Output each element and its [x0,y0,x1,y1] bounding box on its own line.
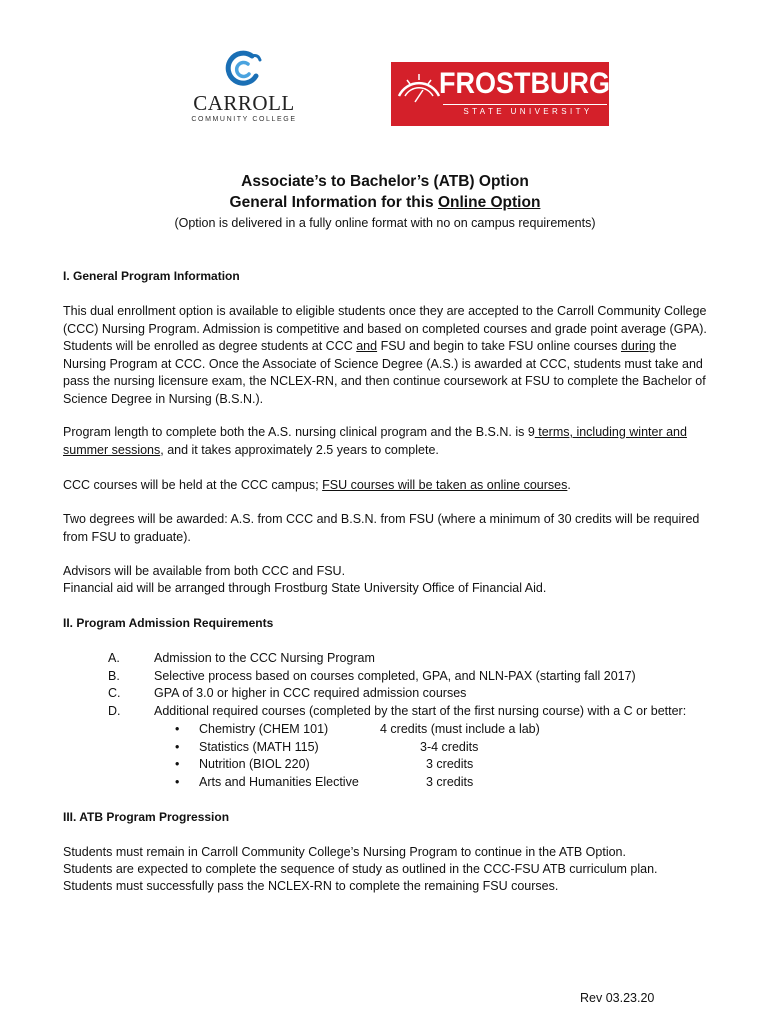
bullet: • [175,740,180,754]
list-item: Selective process based on courses completed, GPA, and NLN-PAX (starting fall 2017) [154,669,636,683]
frostburg-logo-subtitle: STATE UNIVERSITY [463,107,593,116]
section-1-paragraph-1 [63,303,713,408]
bullet: • [175,757,180,771]
section-3-line-3: Students must successfully pass the NCLEX-RN to complete the remaining FSU courses. [63,879,559,893]
p1-text-a: This dual enrollment option is available to eligible students once they are accepted to the Carroll Community College (CCC) Nursing Program. Admission is competitive and based on completed courses and grade point average (GPA). Students will be enrolled as degree students at CCC [63,304,707,353]
p2-text-b: , and it takes approximately 2.5 years to complete. [160,442,439,457]
list-letter: D. [108,704,121,718]
page-note: (Option is delivered in a fully online format with no on campus requirements) [174,216,596,230]
p1-text-b: FSU and begin to take FSU online courses [377,339,621,353]
carroll-logo-subtitle: COMMUNITY COLLEGE [191,116,297,123]
list-letter: B. [108,669,120,683]
section-3-line-1: Students must remain in Carroll Community College’s Nursing Program to continue in the ATB Option. [63,845,626,859]
course-name: Statistics (MATH 115) [199,740,319,754]
list-letter: C. [108,686,121,700]
course-name: Chemistry (CHEM 101) [199,722,329,736]
p3-text-b: . [567,478,571,492]
p2-underline: terms, including winter and summer sessions [63,425,687,457]
p3-underline: FSU courses will be taken as online courses [322,478,568,492]
list-item: GPA of 3.0 or higher in CCC required admission courses [154,686,467,700]
bullet: • [175,775,180,789]
course-credits: 3 credits [426,775,474,789]
course-credits: 3-4 credits [420,740,479,754]
p1-underline-and: and [356,339,378,353]
section-1-paragraph-5-line-2: Financial aid will be arranged through Frostburg State University Office of Financial Aid. [63,581,547,595]
section-3-line-2: Students are expected to complete the sequence of study as outlined in the CCC-FSU ATB curriculum plan. [63,862,658,876]
section-1-paragraph-5-line-1: Advisors will be available from both CCC and FSU. [63,564,346,578]
carroll-logo [190,50,298,130]
section-3-heading: III. ATB Program Progression [63,810,230,824]
course-name: Arts and Humanities Elective [199,775,359,789]
section-1-heading: I. General Program Information [63,269,240,283]
subtitle-prefix: General Information for this [229,194,438,211]
list-letter: A. [108,651,120,665]
p2-text-a: Program length to complete both the A.S. nursing clinical program and the B.S.N. is 9 [63,425,535,439]
frostburg-compass-icon [395,66,443,106]
list-item: Additional required courses (completed by the start of the first nursing course) with a C or better: [154,704,687,718]
p3-text-a: CCC courses will be held at the CCC campus; [63,478,323,492]
p1-text-c: the Nursing Program at CCC. Once the Associate of Science Degree (A.S.) is awarded at CCC, students must take and pass the nursing licensure exam, the NCLEX-RN, and then continue coursework at FSU to complete the Bachelor of Science Degree in Nursing (B.S.N.). [63,339,706,406]
p1-underline-during: during [620,339,656,353]
section-1-paragraph-2 [63,424,713,459]
revision-label: Rev 03.23.20 [580,991,655,1005]
bullet: • [175,722,180,736]
section-1-paragraph-4: Two degrees will be awarded: A.S. from CCC and B.S.N. from FSU (where a minimum of 30 credits will be required from FSU to graduate). [63,512,700,544]
section-2-heading: II. Program Admission Requirements [63,616,274,630]
carroll-swirl-icon [222,50,266,92]
subtitle-underlined: Online Option [437,194,541,211]
frostburg-logo-divider [443,104,607,105]
list-item: Admission to the CCC Nursing Program [154,651,375,665]
carroll-logo-name: CARROLL [193,91,295,115]
course-credits: 4 credits (must include a lab) [380,722,540,736]
frostburg-logo-name: FROSTBURG [439,67,610,100]
course-credits: 3 credits [426,757,474,771]
course-name: Nutrition (BIOL 220) [199,757,310,771]
page-title: Associate’s to Bachelor’s (ATB) Option [241,173,529,190]
page-subtitle [0,193,770,213]
frostburg-logo [391,62,609,126]
section-1-paragraph-3 [63,477,713,495]
